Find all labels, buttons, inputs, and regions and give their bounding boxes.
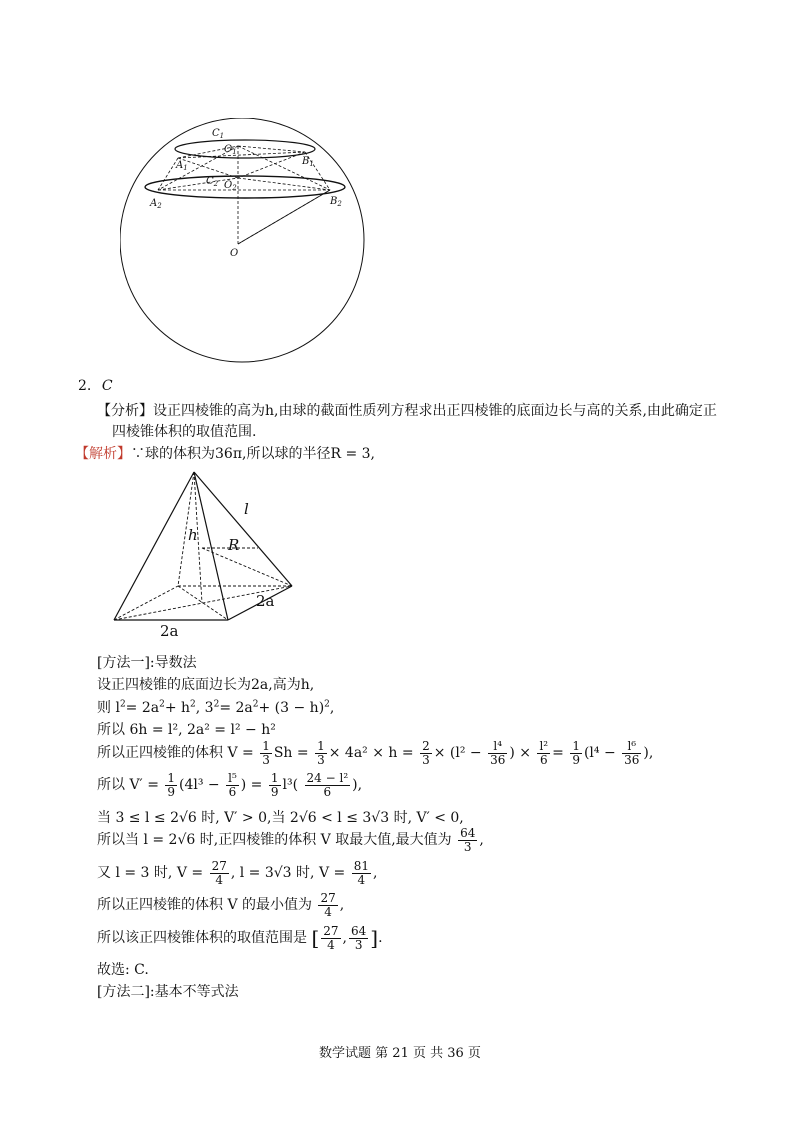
label-o1: $O_1$ bbox=[224, 144, 237, 156]
label-l: l bbox=[244, 500, 249, 518]
solution-tag: 【解析】 bbox=[75, 446, 131, 462]
method1-line-1: 设正四棱锥的底面边长为2a,高为h, bbox=[97, 677, 315, 693]
answer-choice: 故选: C. bbox=[97, 962, 149, 978]
sphere-outline bbox=[120, 118, 364, 362]
question-number: 2. bbox=[78, 378, 92, 394]
question-number-line bbox=[78, 378, 113, 394]
label-b2: $B_2$ bbox=[330, 196, 342, 208]
method1-max: 所以当 l = 2√6 时,正四棱锥的体积 V 取最大值,最大值为 $\frac{64}{3}$ , bbox=[97, 826, 484, 854]
analysis-line-1: 【分析】设正四棱锥的高为h,由球的截面性质列方程求出正四棱锥的底面边长与高的关系,由此确定正 bbox=[97, 403, 717, 419]
solution-intro: 【解析】∵球的体积为36π,所以球的半径R = 3, bbox=[75, 446, 375, 462]
label-a1: $A_1$ bbox=[176, 160, 188, 172]
method1-title: [方法一]:导数法 bbox=[97, 655, 197, 671]
method1-range: 所以该正四棱锥体积的取值范围是 [ $\frac{27}{4}$ , $\frac{64}{3}$ ]. bbox=[97, 924, 383, 952]
analysis-tag: 【分析】 bbox=[97, 403, 153, 419]
method1-endpoints: 又 l = 3 时, V = $\frac{27}{4}$ , l = 3√3 时, V = $\frac{81}{4}$ , bbox=[97, 859, 378, 887]
label-c2: $C_2$ bbox=[206, 176, 219, 188]
analysis-line-2: 四棱锥体积的取值范围. bbox=[112, 424, 257, 440]
label-o: O bbox=[230, 248, 239, 259]
method1-min: 所以正四棱锥的体积 V 的最小值为 $\frac{27}{4}$ , bbox=[97, 891, 345, 919]
answer-letter: C bbox=[101, 378, 113, 394]
label-c1: $C_1$ bbox=[212, 128, 225, 140]
label-h: h bbox=[188, 526, 198, 544]
page-footer: 数学试题 第 21 页 共 36 页 bbox=[319, 1046, 481, 1061]
sphere-cross-section-figure bbox=[120, 118, 370, 368]
label-o2: $O_2$ bbox=[224, 180, 237, 192]
method1-volume-formula: 所以正四棱锥的体积 V = $\frac{1}{3}$ Sh = $\frac{1}{3}$ × 4a² × h = $\frac{2}{3}$ × (l² − $\frac{\text{l⁴}}{36}$ ) × $\frac{\text{l²}}{6}$ = $\frac{1}{9}$ (l⁴ − $\frac{\text{l⁶}}{36}$ ), bbox=[97, 739, 654, 767]
pyramid-figure bbox=[108, 468, 298, 640]
method1-line-3: 所以 6h = l², 2a² = l² − h² bbox=[97, 722, 276, 738]
label-a2: $A_2$ bbox=[150, 198, 162, 210]
label-b1: $B_1$ bbox=[302, 156, 314, 168]
label-base-2a: 2a bbox=[160, 622, 179, 640]
label-r: R bbox=[228, 536, 240, 554]
method1-monotonic: 当 3 ≤ l ≤ 2√6 时, V′ > 0,当 2√6 < l ≤ 3√3 时, V′ < 0, bbox=[97, 810, 464, 826]
method2-title: [方法二]:基本不等式法 bbox=[97, 984, 239, 1000]
method1-line-2: 则 $l^2= 2a^2+ h^2$, $3^2= 2a^2+ (3 - h)^2$, bbox=[97, 699, 335, 716]
label-side-2a: 2a bbox=[256, 592, 275, 610]
method1-derivative: 所以 V′ = $\frac{1}{9}$ (4l³ − $\frac{\text{l⁵}}{6}$ ) = $\frac{1}{9}$ l³( $\frac{\text{24 − l²}}{6}$ ), bbox=[97, 771, 363, 799]
